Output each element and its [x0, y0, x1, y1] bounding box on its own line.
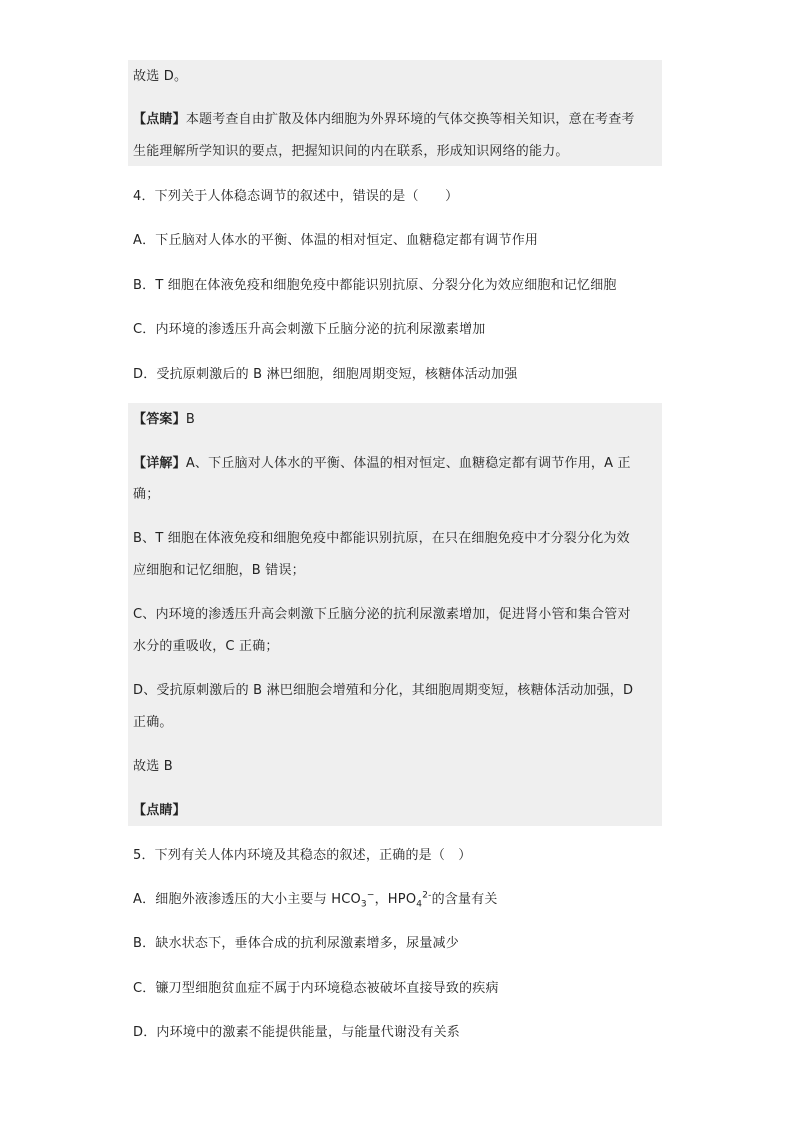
detail-line-6: 水分的重吸收，C 正确； — [133, 639, 279, 654]
detail-line-3: B、T 细胞在体液免疫和细胞免疫中都能识别抗原，在只在细胞免疫中才分裂分化为效 — [133, 531, 630, 546]
points-label: 【点睛】 — [133, 803, 186, 818]
question-4-option-c: C．内环境的渗透压升高会刺激下丘脑分泌的抗利尿激素增加 — [133, 322, 486, 337]
conclusion-d: 故选 D。 — [133, 69, 188, 84]
question-5-option-a: A．细胞外液渗透压的大小主要与 $HCO_3^-$，$HPO_4^{2-}$的含量有关 — [133, 890, 498, 910]
detail-line-5: C、内环境的渗透压升高会刺激下丘脑分泌的抗利尿激素增加，促进肾小管和集合管对 — [133, 607, 631, 622]
analysis-line-1: 【点睛】本题考查自由扩散及体内细胞为外界环境的气体交换等相关知识，意在考查考 — [133, 112, 635, 127]
answer-line — [133, 411, 195, 429]
analysis-line-2: 生能理解所学知识的要点，把握知识间的内在联系，形成知识网络的能力。 — [133, 144, 569, 159]
detail-label: 【详解】 — [133, 456, 186, 471]
detail-line-4: 应细胞和记忆细胞，B 错误； — [133, 563, 305, 578]
question-5-option-c: C．镰刀型细胞贫血症不属于内环境稳态被破坏直接导致的疾病 — [133, 981, 499, 996]
detail-line-1: 【详解】A、下丘脑对人体水的平衡、体温的相对恒定、血糖稳定都有调节作用，A 正 — [133, 456, 631, 471]
question-4-option-b: B．T 细胞在体液免疫和细胞免疫中都能识别抗原、分裂分化为效应细胞和记忆细胞 — [133, 278, 617, 293]
answer-value: B — [185, 412, 195, 427]
conclusion-b: 故选 B — [133, 759, 173, 774]
question-4-option-a: A．下丘脑对人体水的平衡、体温的相对恒定、血糖稳定都有调节作用 — [133, 233, 539, 248]
analysis-label: 【点睛】 — [133, 112, 186, 127]
answer-label: 【答案】 — [133, 412, 186, 427]
question-5-option-b: B．缺水状态下，垂体合成的抗利尿激素增多，尿量减少 — [133, 936, 459, 951]
detail-line-2: 确； — [133, 487, 160, 502]
question-4-stem: 4．下列关于人体稳态调节的叙述中，错误的是（ ） — [133, 189, 459, 204]
question-5-stem: 5．下列有关人体内环境及其稳态的叙述，正确的是（ ） — [133, 848, 472, 863]
question-5-option-d: D．内环境中的激素不能提供能量，与能量代谢没有关系 — [133, 1025, 461, 1040]
detail-line-8: 正确。 — [133, 715, 173, 730]
question-4-option-d: D．受抗原刺激后的 B 淋巴细胞，细胞周期变短，核糖体活动加强 — [133, 367, 518, 382]
detail-line-7: D、受抗原刺激后的 B 淋巴细胞会增殖和分化，其细胞周期变短，核糖体活动加强，D — [133, 683, 634, 698]
